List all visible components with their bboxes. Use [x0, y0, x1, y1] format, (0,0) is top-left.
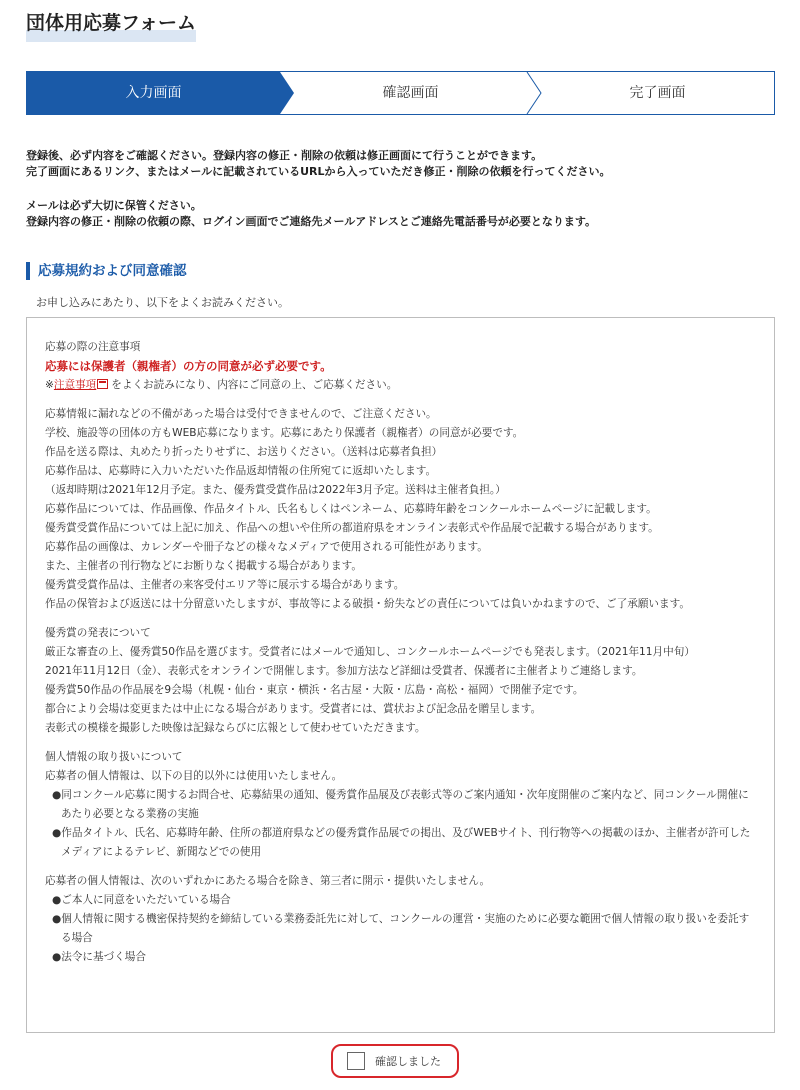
step-2-divider — [527, 72, 541, 114]
external-window-icon — [97, 379, 108, 389]
confirm-label: 確認しました — [375, 1055, 441, 1068]
terms-line: 学校、施設等の団体の方もWEB応募になります。応募にあたり保護者（親権者）の同意が必要です。 — [45, 427, 524, 439]
confirm-checkbox[interactable] — [331, 1044, 459, 1078]
terms-line: 都合により会場は変更または中止になる場合があります。受賞者には、賞状および記念品を贈呈します。 — [45, 703, 542, 715]
terms-line: 応募作品については、作品画像、作品タイトル、氏名もしくはペンネーム、応募時年齢をコンクールホームページに記載します。 — [45, 503, 657, 515]
intro-text — [26, 148, 786, 230]
notice-title: 応募の際の注意事項 — [45, 341, 141, 353]
terms-line: 応募作品の画像は、カレンダーや冊子などの様々なメディアで使用される可能性があります。 — [45, 541, 488, 553]
third-party-lead: 応募者の個人情報は、次のいずれかにあたる場合を除き、第三者に開示・提供いたしません。 — [45, 875, 491, 887]
terms-line: 優秀賞受賞作品については上記に加え、作品への想いや住所の都道府県をオンライン表彰式や作品展で記載する場合があります。 — [45, 522, 659, 534]
terms-block-award — [45, 643, 756, 738]
notice-prefix: ※ — [45, 379, 54, 391]
notice-link[interactable]: 注意事項 — [53, 379, 97, 391]
page-title: 団体用応募フォーム — [26, 10, 196, 42]
section-lead: お申し込みにあたり、以下をよくお読みください。 — [36, 296, 289, 309]
privacy-lead: 応募者の個人情報は、以下の目的以外には使用いたしません。 — [45, 770, 343, 782]
notice-line — [45, 376, 756, 395]
terms-line: 優秀賞50作品の作品展を9会場（札幌・仙台・東京・横浜・名古屋・大阪・広島・高松・福岡）で開催予定です。 — [45, 684, 584, 696]
terms-line: ●同コンクール応募に関するお問合せ、応募結果の通知、優秀賞作品展及び表彰式等のご案内通知・次年度開催のご案内など、同コンクール開催にあたり必要となる業務の実施 — [52, 789, 749, 820]
award-title: 優秀賞の発表について — [45, 627, 151, 639]
step-complete: 完了画面 — [629, 85, 686, 101]
terms-scroll-box[interactable] — [26, 317, 775, 1033]
terms-line: ●作品タイトル、氏名、応募時年齢、住所の都道府県などの優秀賞作品展での掲出、及びWEBサイト、刊行物等への掲載のほか、主催者が許可したメディアによるテレビ、新聞などでの使用 — [52, 827, 751, 858]
checkbox-square[interactable] — [347, 1052, 365, 1070]
terms-line: （返却時期は2021年12月予定。また、優秀賞受賞作品は2022年3月予定。送料は主催者負担。） — [45, 484, 506, 496]
notice-suffix: をよくお読みになり、内容にご同意の上、ご応募ください。 — [111, 379, 398, 391]
step-indicator — [26, 71, 775, 115]
terms-line: 作品を送る際は、丸めたり折ったりせずに、お送りください。（送料は応募者負担） — [45, 446, 443, 458]
privacy-list — [45, 786, 756, 862]
terms-line: 優秀賞受賞作品は、主催者の来客受付エリア等に展示する場合があります。 — [45, 579, 405, 591]
step-input: 入力画面 — [125, 85, 182, 101]
intro-line: 完了画面にあるリンク、またはメールに記載されているURLから入っていただき修正・削除の依頼を行ってください。 — [26, 165, 611, 178]
third-party-list — [45, 891, 756, 967]
terms-line: 表彰式の模様を撮影した映像は記録ならびに広報として使わせていただきます。 — [45, 722, 426, 734]
intro-line: 登録内容の修正・削除の依頼の際、ログイン画面でご連絡先メールアドレスとご連絡先電話番号が必要となります。 — [26, 215, 597, 228]
terms-line: ●法令に基づく場合 — [52, 951, 146, 963]
privacy-title: 個人情報の取り扱いについて — [45, 751, 183, 763]
section-heading: 応募規約および同意確認 — [26, 262, 187, 280]
intro-line: メールは必ず大切に保管ください。 — [26, 199, 202, 212]
terms-line: 作品の保管および返送には十分留意いたしますが、事故等による破損・紛失などの責任については負いかねますので、ご了承願います。 — [45, 598, 690, 610]
guardian-consent-warning: 応募には保護者（親権者）の方の同意が必ず必要です。 — [45, 359, 332, 373]
terms-line: ●ご本人に同意をいただいている場合 — [52, 894, 231, 906]
terms-line: 2021年11月12日（金）、表彰式をオンラインで開催します。参加方法など詳細は受賞者、保護者に主催者よりご連絡します。 — [45, 665, 643, 677]
terms-line: ●個人情報に関する機密保持契約を締結している業務委託先に対して、コンクールの運営・実施のために必要な範囲で個人情報の取り扱いを委託する場合 — [52, 913, 750, 944]
terms-block-notes — [45, 405, 756, 614]
terms-line: 応募作品は、応募時に入力いただいた作品返却情報の住所宛てに返却いたします。 — [45, 465, 437, 477]
terms-line: また、主催者の刊行物などにお断りなく掲載する場合があります。 — [45, 560, 362, 572]
terms-line: 厳正な審査の上、優秀賞50作品を選びます。受賞者にはメールで通知し、コンクールホームページでも発表します。（2021年11月中旬） — [45, 646, 695, 658]
intro-line: 登録後、必ず内容をご確認ください。登録内容の修正・削除の依頼は修正画面にて行うことができます。 — [26, 149, 543, 162]
terms-line: 応募情報に漏れなどの不備があった場合は受付できませんので、ご注意ください。 — [45, 408, 437, 420]
step-confirm: 確認画面 — [382, 85, 439, 101]
